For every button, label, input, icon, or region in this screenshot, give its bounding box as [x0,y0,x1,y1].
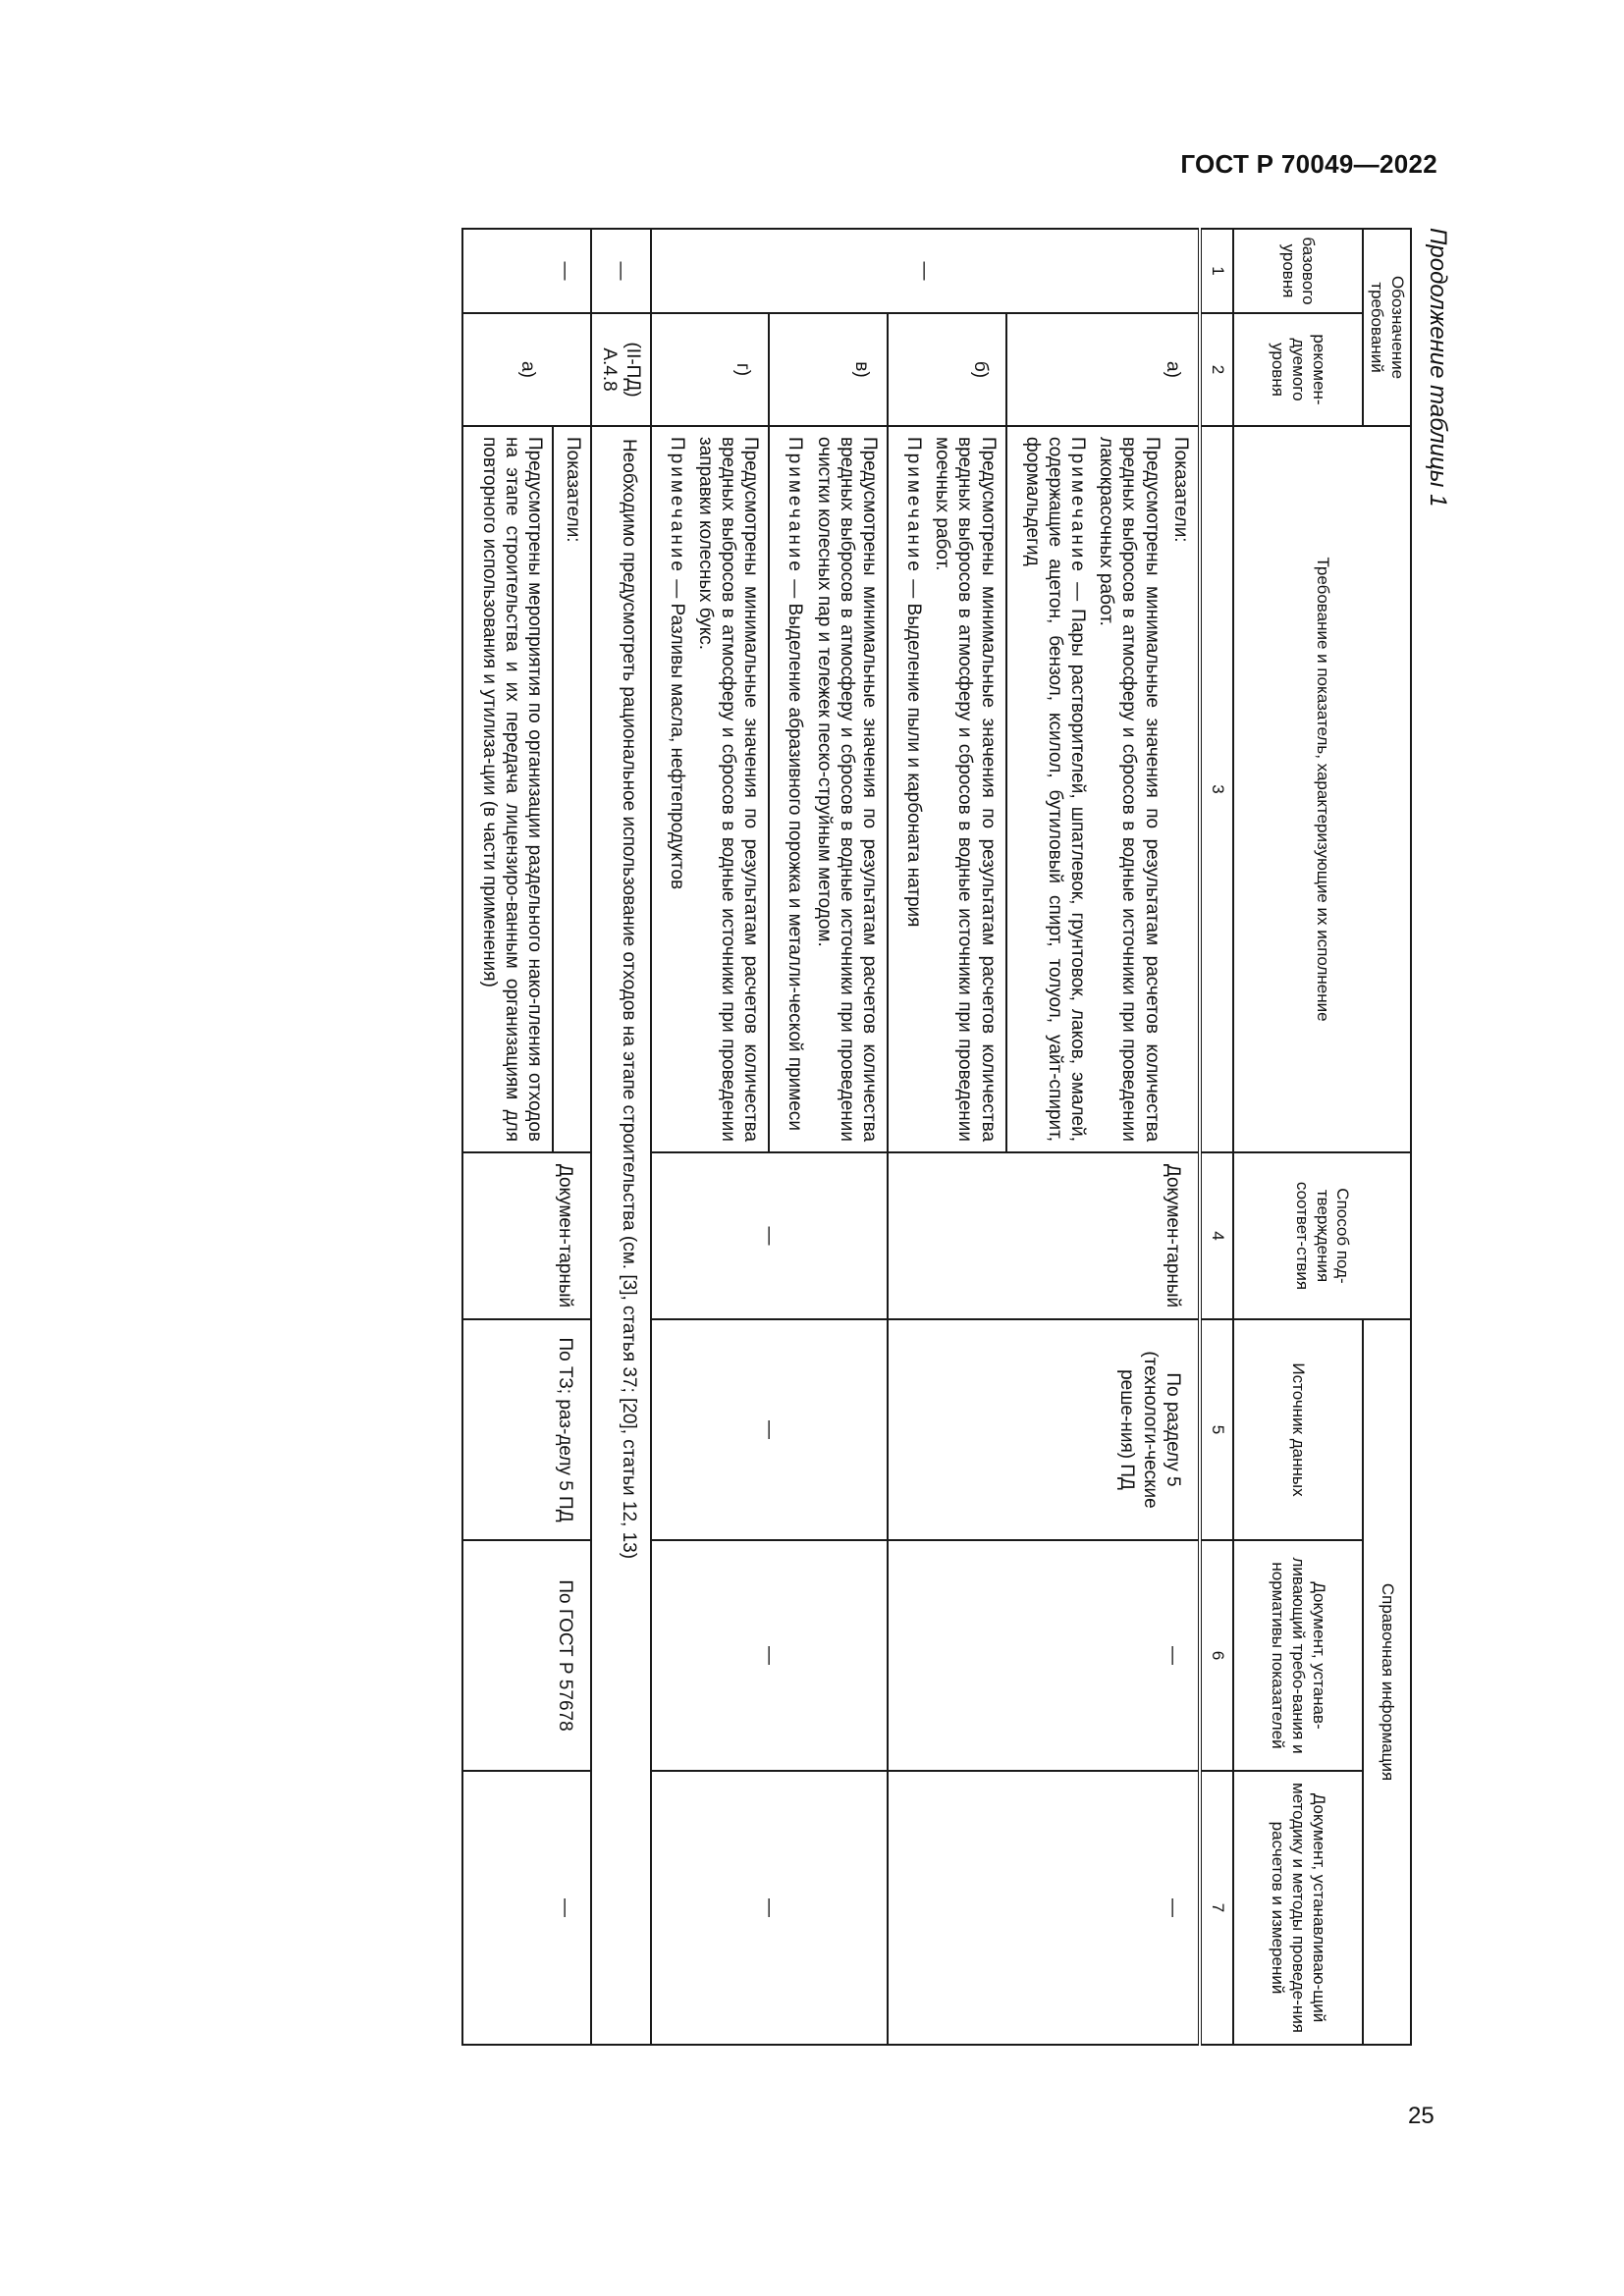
confirmation-cell: Докумен-тарный [888,1152,1200,1319]
doc-requirements-cell: По ГОСТ Р 57678 [463,1540,592,1771]
table-row [769,229,888,2045]
header-base-level: базового уровня [1233,229,1363,313]
col-number: 3 [1200,426,1233,1152]
table-caption: Продолжение таблицы 1 [1425,228,1451,507]
note-prefix: Примечание [903,437,925,574]
col-number: 6 [1200,1540,1233,1771]
note-text: — Выделение абразивного порожка и металли-ческой примеси [785,574,806,1132]
doc-requirements-cell: — [651,1540,888,1771]
col-number: 7 [1200,1771,1233,2045]
requirement-text [1006,426,1200,1152]
source-cell: — [651,1319,888,1540]
note-prefix: Примечание [666,437,687,574]
source-cell: По ТЗ; раз-делу 5 ПД [463,1319,592,1540]
confirmation-cell: Докумен-тарный [463,1152,592,1319]
item-code: (II-ПД) А.4.8 [591,313,650,426]
empty-cell [553,313,591,426]
col-number: 5 [1200,1319,1233,1540]
col-number: 2 [1200,313,1233,426]
requirement-body: Предусмотрены минимальные значения по результатам расчетов количества вредных выбросов в атмосферу и сбросов в водные источники при проведении очистки колесных пар и тележек песко-струйным методом. [813,437,880,1143]
requirement-text [888,426,1006,1152]
header-confirmation: Способ под-тверждения соответ-ствия [1233,1152,1411,1319]
requirement-body: Предусмотрены мероприятия по организации раздельного нако-пления отходов на этапе строительства и их передача лицензиро-ванным организациям для повторного использования и утилиза-ции (в части применения) [478,437,546,1143]
header-designation: Обозначение требований [1363,229,1411,426]
doc-methods-cell: — [463,1771,592,2045]
item-code: а) [1006,313,1200,426]
requirement-text [769,426,888,1152]
doc-methods-cell: — [651,1771,888,2045]
requirement-note [902,437,925,1142]
header-row-1 [1363,229,1411,2045]
section-requirement: Необходимо предусмотреть рациональное использование отходов на этапе строительства (см. [3], статья 37; [20], статьи 12, 13) [591,426,650,2045]
base-level-cell: — [651,229,1200,313]
header-doc-methods: Документ, устанавливаю-щий методику и методы проведе-ния расчетов и измерений [1233,1771,1363,2045]
note-prefix: Примечание [785,437,806,574]
header-doc-requirements: Документ, устанав-ливающий требо-вания и нормативы показателей [1233,1540,1363,1771]
column-number-row [1200,229,1233,2045]
requirement-text [463,426,554,1152]
header-reference-info: Справочная информация [1363,1319,1411,2045]
note-text: — Пары растворителей, шпатлевок, грунтовок, лаков, эмалей, содержащие ацетон, бензол, ксилол, бутиловый спирт, толуол, уайт-спирит, формальдегид [1021,437,1089,1143]
header-data-source: Источник данных [1233,1319,1363,1540]
item-code: а) [463,313,554,426]
requirement-note [784,437,806,1142]
item-code: б) [888,313,1006,426]
header-requirement: Требование и показатель, характеризующие их исполнение [1233,426,1411,1152]
item-code: г) [651,313,770,426]
base-level-cell: — [463,229,592,313]
table-row [553,229,591,2045]
rotated-table-page [157,228,1451,2044]
doc-requirements-cell: — [888,1540,1200,1771]
requirement-body: Предусмотрены минимальные значения по результатам расчетов количества вредных выбросов в атмосферу и сбросов в водные источники при проведении заправки колесных букс. [694,437,762,1143]
header-recommended-level: рекомен-дуемого уровня [1233,313,1363,426]
requirement-note [1021,437,1090,1142]
requirement-text [651,426,770,1152]
col-number: 1 [1200,229,1233,313]
table-row [1006,229,1200,2045]
note-prefix: Примечание [1067,437,1089,574]
indicators-label: Показатели: [553,426,591,1152]
standard-number: ГОСТ Р 70049—2022 [1180,149,1437,179]
note-text: — Выделение пыли и карбоната натрия [903,574,925,928]
requirement-note [666,437,688,1142]
note-text: — Разливы масла, нефтепродуктов [666,574,687,890]
requirement-body: Предусмотрены минимальные значения по результатам расчетов количества вредных выбросов в атмосферу и сбросов в водные источники при проведении лакокрасочных работ. [1096,437,1163,1143]
source-cell: По разделу 5 (технологи-ческие реше-ния) ПД [888,1319,1200,1540]
page-number: 25 [1408,2103,1435,2129]
indicators-label: Показатели: [1169,437,1191,543]
requirements-table [462,228,1413,2046]
col-number: 4 [1200,1152,1233,1319]
confirmation-cell: — [651,1152,888,1319]
item-code: в) [769,313,888,426]
doc-methods-cell: — [888,1771,1200,2045]
requirement-body: Предусмотрены минимальные значения по результатам расчетов количества вредных выбросов в атмосферу и сбросов в водные источники при проведении моечных работ. [932,437,999,1143]
table-row [591,229,650,2045]
base-level-cell: — [591,229,650,313]
